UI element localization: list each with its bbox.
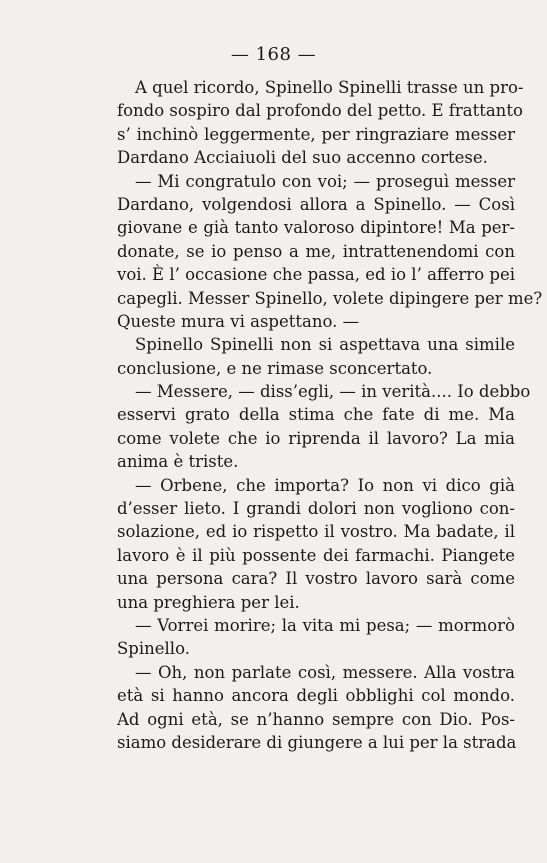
- text-line: fondo sospiro dal profondo del petto. E frattanto: [117, 101, 523, 121]
- text-line: Queste mura vi aspettano. —: [117, 311, 360, 331]
- text-line: una persona cara? Il vostro lavoro sarà come: [117, 569, 515, 589]
- text-line: lavoro è il più possente dei farmachi. Piangete: [117, 545, 515, 565]
- text-line: giovane e già tanto valoroso dipintore! Ma per-: [117, 218, 515, 238]
- text-line: voi. È l’ occasione che passa, ed io l’ afferro pei: [117, 265, 515, 285]
- text-line: come volete che io riprenda il lavoro? La mia: [117, 428, 515, 448]
- text-line: conclusione, e ne rimase sconcertato.: [117, 358, 433, 378]
- text-line: Spinello.: [117, 639, 190, 659]
- text-line: A quel ricordo, Spinello Spinelli trasse un pro-: [135, 78, 524, 97]
- text-line: Spinello Spinelli non si aspettava una simile: [135, 335, 515, 355]
- text-line: Dardano, volgendosi allora a Spinello. — Così: [117, 194, 515, 214]
- text-line: — Mi congratulo con voi; — proseguì messer: [135, 171, 515, 191]
- page-number: — 168 —: [230, 44, 317, 65]
- text-line: siamo desiderare di giungere a lui per la strada: [117, 732, 517, 752]
- text-line: una preghiera per lei.: [117, 592, 300, 612]
- body-text: [117, 76, 543, 754]
- text-line: solazione, ed io rispetto il vostro. Ma badate, il: [117, 522, 515, 542]
- text-line: s’ inchinò leggermente, per ringraziare messer: [117, 124, 515, 144]
- text-line: — Vorrei morire; la vita mi pesa; — mormorò: [135, 615, 515, 635]
- text-line: età si hanno ancora degli obblighi col mondo.: [117, 686, 515, 706]
- text-line: capegli. Messer Spinello, volete dipingere per me?: [117, 288, 543, 308]
- text-line: esservi grato della stima che fate di me. Ma: [117, 405, 515, 425]
- text-line: — Orbene, che importa? Io non vi dico già: [135, 475, 515, 495]
- text-line: — Oh, non parlate così, messere. Alla vostra: [135, 662, 515, 682]
- text-line: — Messere, — diss’egli, — in verità.... Io debbo: [135, 382, 531, 402]
- text-line: Dardano Acciaiuoli del suo accenno cortese.: [117, 148, 488, 168]
- text-line: anima è triste.: [117, 452, 239, 472]
- text-line: Ad ogni età, se n’hanno sempre con Dio. Pos-: [117, 709, 515, 729]
- text-line: donate, se io penso a me, intrattenendomi con: [117, 241, 515, 261]
- text-line: d’esser lieto. I grandi dolori non vogliono con-: [117, 499, 515, 519]
